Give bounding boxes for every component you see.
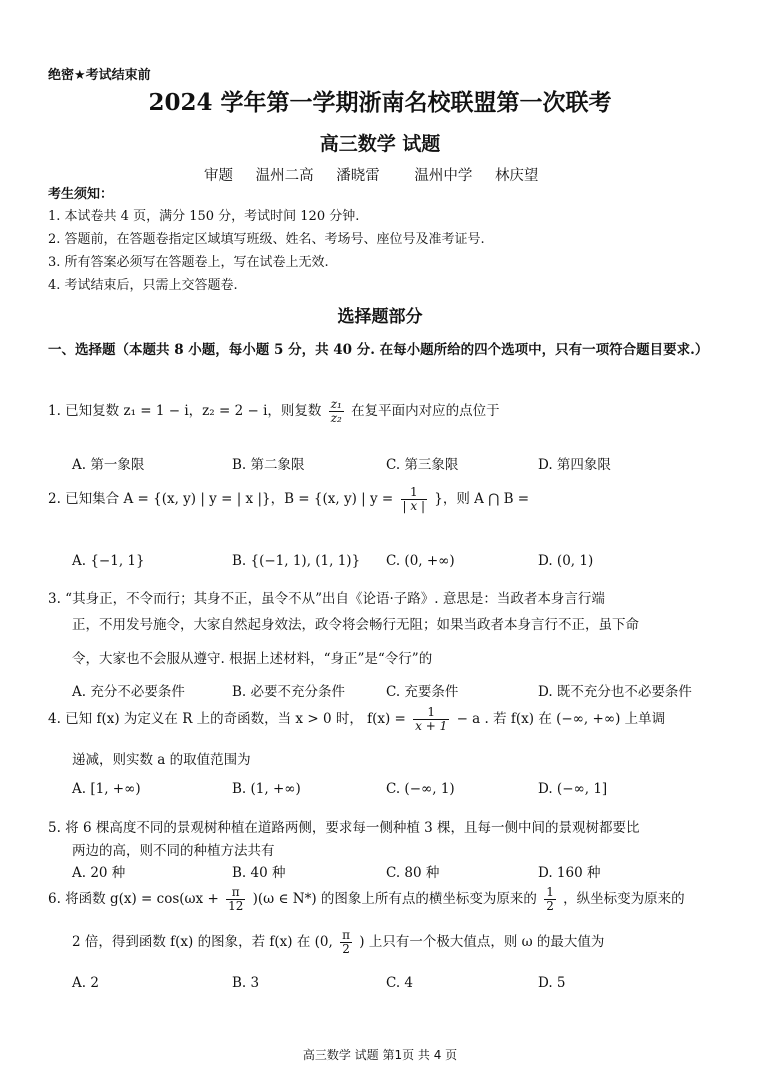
reviewer-school-1: 温州二高 (255, 168, 314, 184)
q6-fraction-1 (226, 886, 245, 913)
question-2 (48, 486, 529, 513)
q3-option-d: D. 既不充分也不必要条件 (538, 684, 692, 700)
q6-option-d: D. 5 (538, 975, 566, 991)
q6-frac3-num: π (342, 928, 350, 942)
q4-frac-den: x + 1 (415, 719, 448, 734)
q2-option-c: C. (0, +∞) (386, 553, 455, 569)
q6-stem-mid: )(ω ∈ N*) 的图象上所有点的横坐标变为原来的 (252, 891, 537, 908)
q6-stem-pre: 6. 将函数 g(x) = cos(ωx + (48, 891, 219, 908)
question-4-line2: 递减，则实数 a 的取值范围为 (72, 752, 251, 768)
q4-option-d: D. (−∞, 1] (538, 781, 608, 797)
q2-option-b: B. {(−1, 1), (1, 1)} (232, 553, 361, 569)
q3-option-c: C. 充要条件 (386, 684, 459, 700)
q6-option-a: A. 2 (72, 975, 99, 991)
q6-option-c: C. 4 (386, 975, 414, 991)
q5-option-c: C. 80 种 (386, 865, 440, 881)
q2-stem-post: }，则 A ⋂ B = (434, 491, 530, 508)
q1-option-b: B. 第二象限 (232, 457, 305, 473)
question-6-line2 (72, 929, 604, 956)
q4-fraction (413, 706, 449, 733)
q1-frac-den: z₂ (330, 411, 342, 426)
question-5-line: 5. 将 6 棵高度不同的景观树种植在道路两侧，要求每一侧种植 3 棵，且每一侧中间的景观树都要比 (48, 820, 640, 836)
q2-option-d: D. (0, 1) (538, 553, 594, 569)
q6-frac2-num: 1 (546, 885, 554, 899)
question-1 (48, 398, 500, 425)
q4-option-b: B. (1, +∞) (232, 781, 301, 797)
page-footer: 高三数学 试题 第1页 共 4 页 (302, 1048, 458, 1062)
q4-option-a: A. [1, +∞) (72, 781, 141, 797)
q4-stem-pre: 4. 已知 f(x) 为定义在 R 上的奇函数，当 x > 0 时， f(x) = (48, 711, 406, 728)
part-heading: 一、选择题（本题共 8 小题，每小题 5 分，共 40 分. 在每小题所给的四个选项中，只有一项符合题目要求.） (48, 342, 709, 358)
q2-stem-pre: 2. 已知集合 A = {(x, y) | y = | x |}，B = {(x, y) | y = (48, 491, 394, 508)
notice-item: 1. 本试卷共 4 页，满分 150 分，考试时间 120 分钟. (48, 209, 360, 224)
q5-option-d: D. 160 种 (538, 865, 601, 881)
notice-item: 3. 所有答案必须写在答题卷上，写在试卷上无效. (48, 255, 329, 270)
question-3-line: 3. “其身正，不令而行；其身不正，虽令不从”出自《论语·子路》. 意思是：当政者本身言行端 (48, 591, 605, 607)
q5-option-a: A. 20 种 (72, 865, 126, 881)
q4-stem-post: − a . 若 f(x) 在 (−∞, +∞) 上单调 (456, 711, 666, 728)
q1-stem-post: 在复平面内对应的点位于 (351, 403, 500, 420)
reviewers-line (204, 164, 556, 185)
notice-title: 考生须知： (48, 187, 114, 202)
reviewer-name-1: 潘晓雷 (336, 168, 380, 184)
q1-frac-num: z₁ (330, 397, 342, 411)
reviewer-name-2: 林庆望 (494, 168, 539, 184)
q6-frac1-num: π (226, 886, 245, 900)
q4-option-c: C. (−∞, 1) (386, 781, 455, 797)
q2-fraction (401, 486, 427, 513)
q2-frac-num: 1 (401, 486, 427, 500)
q6-option-b: B. 3 (232, 975, 260, 991)
q6-frac1-den: 12 (228, 899, 244, 914)
secret-label: 绝密★考试结束前 (48, 68, 151, 83)
q5-option-b: B. 40 种 (232, 865, 286, 881)
q3-option-a: A. 充分不必要条件 (72, 684, 185, 700)
question-3-line: 令，大家也不会服从遵守. 根据上述材料，“身正”是“令行”的 (72, 651, 433, 667)
q6-stem-post: ，纵坐标变为原来的 (563, 891, 685, 908)
q1-option-d: D. 第四象限 (538, 457, 611, 473)
exam-subtitle: 高三数学 试题 (319, 133, 441, 155)
reviewer-school-2: 温州中学 (414, 168, 473, 184)
q3-option-b: B. 必要不充分条件 (232, 684, 346, 700)
question-4 (48, 706, 665, 733)
notice-item: 4. 考试结束后，只需上交答题卷. (48, 278, 238, 293)
q6-fraction-3 (340, 929, 352, 956)
reviewer-label: 审题 (204, 168, 233, 184)
exam-title: 2024 学年第一学期浙南名校联盟第一次联考 (148, 89, 612, 116)
q1-stem-pre: 1. 已知复数 z₁ = 1 − i，z₂ = 2 − i，则复数 (48, 403, 322, 420)
question-5-line: 两边的高，则不同的种植方法共有 (72, 843, 275, 859)
notice-item: 2. 答题前，在答题卷指定区域填写班级、姓名、考场号、座位号及准考证号. (48, 232, 485, 247)
q2-frac-den: | x | (402, 499, 425, 514)
q6-frac2-den: 2 (546, 899, 554, 914)
q1-option-a: A. 第一象限 (72, 457, 145, 473)
q1-fraction (329, 398, 344, 425)
q6-frac3-den: 2 (342, 942, 350, 957)
q6-fraction-2 (544, 886, 556, 913)
section-title: 选择题部分 (337, 307, 423, 327)
q2-option-a: A. {−1, 1} (72, 553, 145, 569)
q4-frac-num: 1 (413, 706, 449, 720)
q6-line2-post: ) 上只有一个极大值点，则 ω 的最大值为 (359, 934, 605, 951)
q6-line2-pre: 2 倍，得到函数 f(x) 的图象，若 f(x) 在 (0, (72, 934, 333, 951)
question-6 (48, 886, 685, 913)
q1-option-c: C. 第三象限 (386, 457, 459, 473)
question-3-line: 正，不用发号施令，大家自然起身效法，政令将会畅行无阻；如果当政者本身言行不正，虽下命 (72, 617, 639, 633)
